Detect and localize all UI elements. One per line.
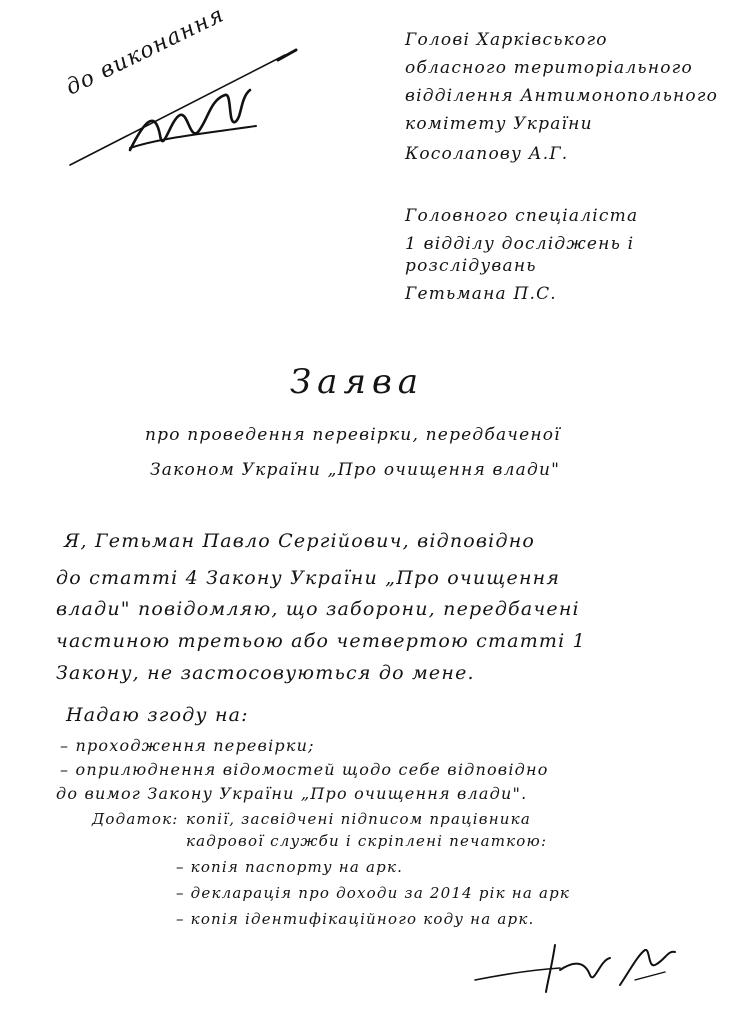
- sender-name: Гетьмана П.С.: [405, 284, 557, 304]
- addressee-line: обласного територіального: [405, 58, 693, 78]
- consent-heading: Надаю згоду на:: [66, 704, 249, 726]
- attachment-line: копії, засвідчені підписом працівника: [186, 810, 531, 828]
- consent-item: – проходження перевірки;: [60, 736, 315, 755]
- document-subtitle-line: Законом України „Про очищення влади": [150, 460, 561, 480]
- body-line: Я, Гетьман Павло Сергійович, відповідно: [64, 530, 536, 552]
- document-subtitle-line: про проведення перевірки, передбаченої: [145, 425, 561, 445]
- addressee-line: Голові Харківського: [405, 30, 608, 50]
- consent-item: – оприлюднення відомостей щодо себе відповідно: [60, 760, 549, 779]
- attachments-label: Додаток:: [92, 810, 179, 828]
- author-signature: [460, 940, 700, 1000]
- body-line: Закону, не застосовуються до мене.: [56, 662, 475, 684]
- resolution-note: до виконання: [62, 2, 229, 101]
- attachment-line: – копія паспорту на арк.: [176, 858, 404, 876]
- resolution-signature: [60, 40, 310, 180]
- sender-line: 1 відділу досліджень і: [405, 234, 635, 254]
- addressee-line: комітету України: [405, 114, 593, 134]
- attachment-line: – декларація про доходи за 2014 рік на арк: [176, 884, 571, 902]
- sender-line: розслідувань: [405, 256, 537, 276]
- body-line: влади" повідомляю, що заборони, передбачені: [56, 598, 580, 620]
- body-line: частиною третьою або четвертою статті 1: [56, 630, 586, 652]
- sender-line: Головного спеціаліста: [405, 206, 639, 226]
- attachment-line: кадрової служби і скріплені печаткою:: [186, 832, 548, 850]
- attachment-line: – копія ідентифікаційного коду на арк.: [176, 910, 535, 928]
- consent-item: до вимог Закону України „Про очищення влади".: [56, 784, 528, 803]
- addressee-name: Косолапову А.Г.: [405, 144, 569, 164]
- body-line: до статті 4 Закону України „Про очищення: [56, 567, 561, 589]
- document-title: Заява: [290, 362, 425, 402]
- addressee-line: відділення Антимонопольного: [405, 86, 719, 106]
